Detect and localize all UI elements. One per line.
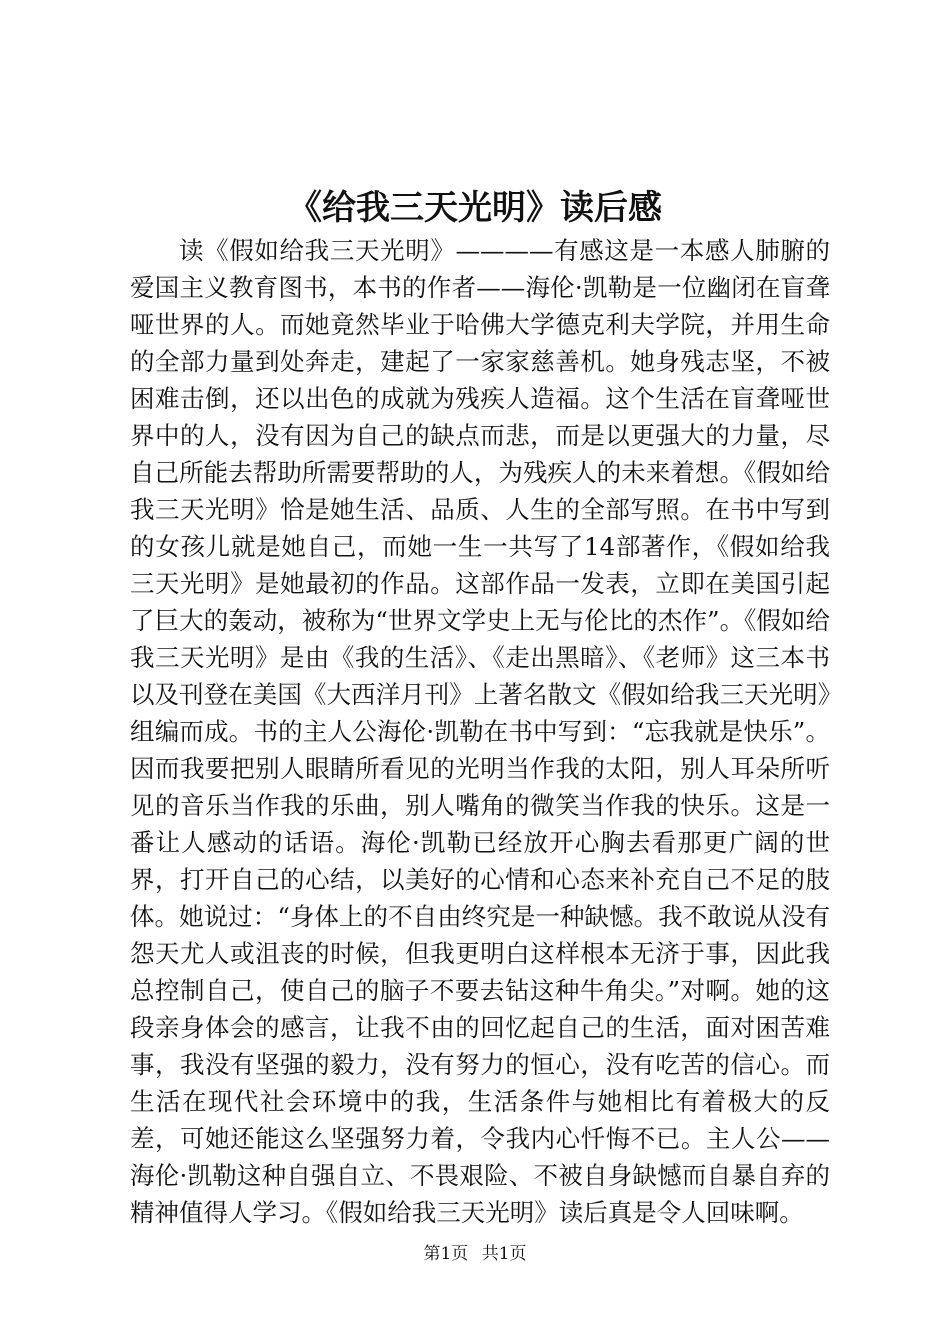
page-total: 共1页 [481,1244,527,1264]
document-title: 《给我三天光明》读后感 [288,188,662,228]
page-number: 第1页 [423,1244,469,1264]
document-body-paragraph: 读《假如给我三天光明》————有感这是一本感人肺腑的爱国主义教育图书，本书的作者——海伦·凯勒是一位幽闭在盲聋哑世界的人。而她竟然毕业于哈佛大学德克利夫学院，并用生命的全部力量到处奔走，建起了一家家慈善机。她身残志坚，不被困难击倒，还以出色的成就为残疾人造福。这个生活在盲聋哑世界中的人，没有因为自己的缺点而悲，而是以更强大的力量，尽自己所能去帮助所需要帮助的人，为残疾人的未来着想。《假如给我三天光明》恰是她生活、品质、人生的全部写照。在书中写到的女孩儿就是她自己，而她一生一共写了14部著作，《假如给我三天光明》是她最初的作品。这部作品一发表，立即在美国引起了巨大的轰动，被称为“世界文学史上无与伦比的杰作”。《假如给我三天光明》是由《我的生活》、《走出黑暗》、《老师》这三本书以及刊登在美国《大西洋月刊》上著名散文《假如给我三天光明》组编而成。书的主人公海伦·凯勒在书中写到：“忘我就是快乐”。因而我要把别人眼睛所看见的光明当作我的太阳，别人耳朵所听见的音乐当作我的乐曲，别人嘴角的微笑当作我的快乐。这是一番让人感动的话语。海伦·凯勒已经放开心胸去看那更广阔的世界，打开自己的心结，以美好的心情和心态来补充自己不足的肢体。她说过：“身体上的不自由终究是一种缺憾。我不敢说从没有怨天尤人或沮丧的时候，但我更明白这样根本无济于事，因此我总控制自己，使自己的脑子不要去钻这种牛角尖。”对啊。她的这段亲身体会的感言，让我不由的回忆起自己的生活，面对困苦难事，我没有坚强的毅力，没有努力的恒心，没有吃苦的信心。而生活在现代社会环境中的我，生活条件与她相比有着极大的反差，可她还能这么坚强努力着，令我内心忏悔不已。主人公——海伦·凯勒这种自强自立、不畏艰险、不被自身缺憾而自暴自弃的精神值得人学习。《假如给我三天光明》读后真是令人回味啊。 [130,236,830,1227]
page-footer [0,1242,950,1266]
